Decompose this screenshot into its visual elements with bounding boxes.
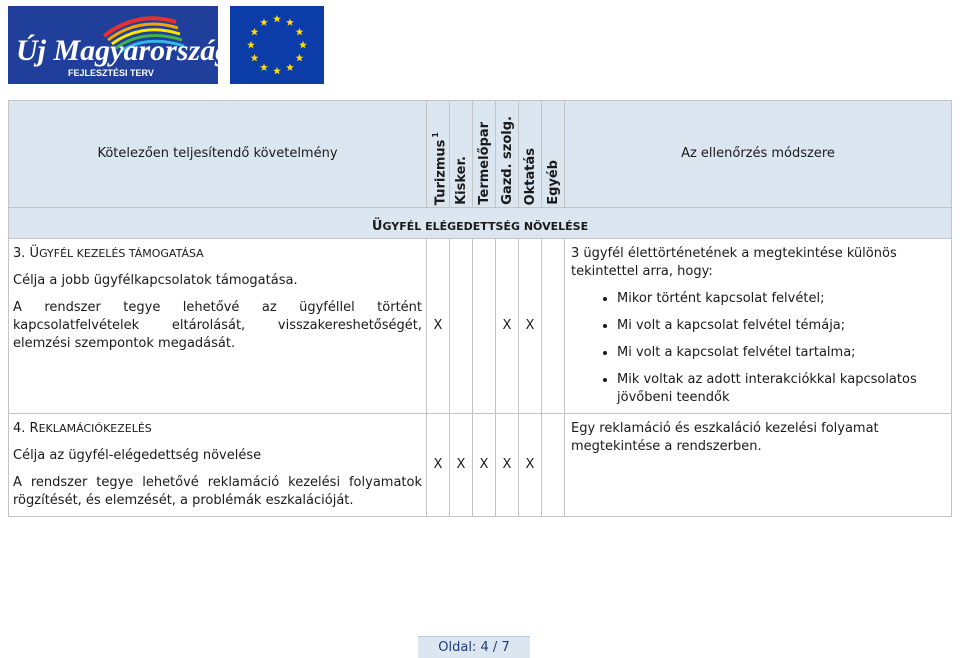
current-page: 4 xyxy=(480,640,489,655)
mark-cell xyxy=(473,239,496,414)
requirement-column-header: Kötelezően teljesítendő követelmény xyxy=(9,101,427,208)
section-heading-row xyxy=(9,208,952,239)
total-pages: 7 xyxy=(501,640,510,655)
section-heading: ÜGYFÉL ELÉGEDETTSÉG NÖVELÉSE xyxy=(9,208,952,239)
page-separator: / xyxy=(492,640,498,655)
table-row xyxy=(9,414,952,517)
mark-cell: X xyxy=(450,414,473,517)
requirement-title: 4. REKLAMÁCIÓKEZELÉS xyxy=(13,421,152,436)
eu-flag-logo xyxy=(230,6,324,84)
uj-magyarorszag-logo xyxy=(8,6,218,84)
mark-cell: X xyxy=(473,414,496,517)
requirement-title: 3. ÜGYFÉL KEZELÉS TÁMOGATÁSA xyxy=(13,246,204,261)
list-item: • Mikor történt kapcsolat felvétel; xyxy=(617,290,945,308)
mark-cell: X xyxy=(496,414,519,517)
sector-header-kisker: Kisker. xyxy=(450,101,473,208)
mark-cell: X xyxy=(519,239,542,414)
mark-cell xyxy=(542,239,565,414)
mark-cell xyxy=(450,239,473,414)
sector-header-egyeb: Egyéb xyxy=(542,101,565,208)
requirements-table xyxy=(8,100,952,517)
logo-subtext: FEJLESZTÉSI TERV xyxy=(68,68,154,78)
table-row xyxy=(9,239,952,414)
table-header-row xyxy=(9,101,952,208)
page-indicator xyxy=(418,636,530,658)
page-label: Oldal: xyxy=(438,640,477,655)
requirement-cell xyxy=(9,239,427,414)
sector-header-gazd-szolg: Gazd. szolg. xyxy=(496,101,519,208)
list-item: • Mi volt a kapcsolat felvétel témája; xyxy=(617,317,945,335)
sector-header-turizmus: Turizmus$^1$ xyxy=(427,101,450,208)
mark-cell: X xyxy=(427,239,450,414)
method-list xyxy=(571,290,945,407)
method-intro: Egy reklamáció és eszkaláció kezelési folyamat megtekintése a rendszerben. xyxy=(571,421,879,454)
requirement-description: A rendszer tegye lehetővé az ügyféllel történt kapcsolatfelvételek eltárolását, visszakereshetőségét, elemzési szempontok megadását. xyxy=(13,300,422,351)
list-item: • Mik voltak az adott interakciókkal kapcsolatos jövőbeni teendők xyxy=(617,371,945,407)
requirement-goal: Célja az ügyfél-elégedettség növelése xyxy=(13,448,262,463)
requirement-goal: Célja a jobb ügyfélkapcsolatok támogatása. xyxy=(13,273,298,288)
method-intro: 3 ügyfél élettörténetének a megtekintése különös tekintettel arra, hogy: xyxy=(571,246,897,279)
method-column-header: Az ellenőrzés módszere xyxy=(565,101,952,208)
requirement-description: A rendszer tegye lehetővé reklamáció kezelési folyamatok rögzítését, és elemzését, a problémák eszkalációját. xyxy=(13,475,422,508)
sector-header-oktatas: Oktatás xyxy=(519,101,542,208)
mark-cell: X xyxy=(427,414,450,517)
list-item: • Mi volt a kapcsolat felvétel tartalma; xyxy=(617,344,945,362)
method-cell xyxy=(565,239,952,414)
method-cell xyxy=(565,414,952,517)
logo-text: Új Magyarország xyxy=(16,34,218,67)
mark-cell: X xyxy=(496,239,519,414)
mark-cell: X xyxy=(519,414,542,517)
mark-cell xyxy=(542,414,565,517)
sector-header-termelopar: Termelőpar xyxy=(473,101,496,208)
requirement-cell xyxy=(9,414,427,517)
